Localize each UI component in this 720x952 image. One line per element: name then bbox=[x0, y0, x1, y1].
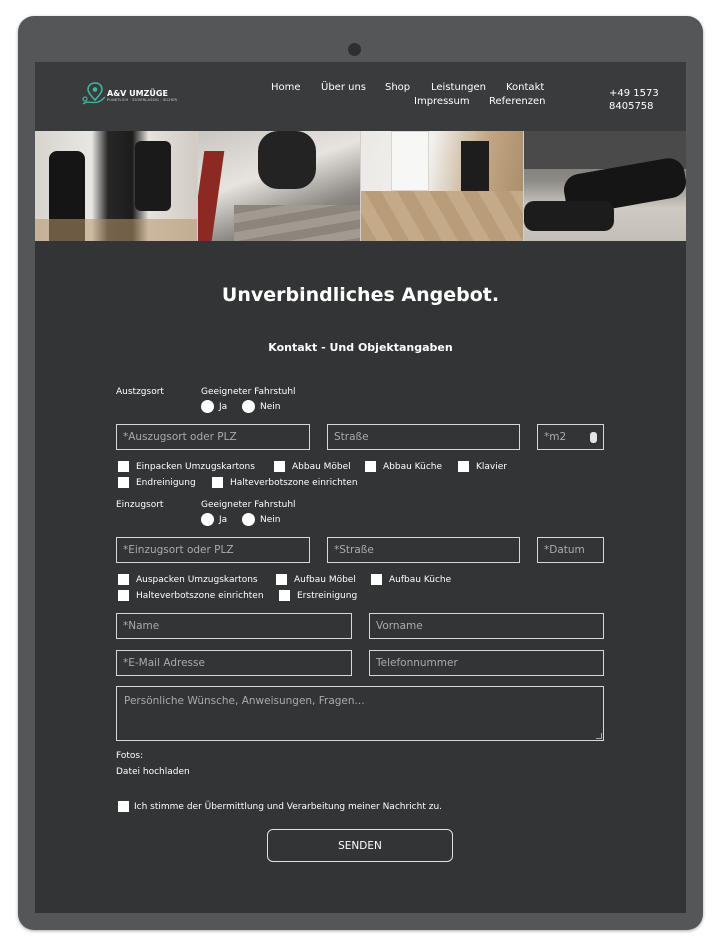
checkbox[interactable] bbox=[118, 801, 129, 812]
auszug-street-input[interactable]: Straße bbox=[327, 424, 520, 450]
phone-line-2: 8405758 bbox=[609, 101, 654, 112]
area-placeholder: *m2 bbox=[544, 431, 567, 443]
nav-leistungen[interactable]: Leistungen bbox=[431, 82, 486, 93]
checkbox[interactable] bbox=[118, 574, 129, 585]
einzug-option-aufbau-moebel[interactable] bbox=[276, 574, 356, 585]
logo-tagline: PUNKTLICH · ZUVERLASSIG · SICHER bbox=[107, 98, 178, 102]
checkbox-label: Klavier bbox=[476, 461, 507, 472]
photos-label: Fotos: bbox=[116, 751, 144, 761]
firstname-input[interactable]: Vorname bbox=[369, 613, 604, 639]
checkbox[interactable] bbox=[212, 477, 223, 488]
checkbox[interactable] bbox=[276, 574, 287, 585]
einzug-label: Einzugsort bbox=[116, 500, 164, 510]
location-pin-icon bbox=[82, 82, 106, 108]
auszug-option-klavier[interactable] bbox=[458, 461, 507, 472]
submit-button[interactable]: SENDEN bbox=[267, 829, 453, 862]
checkbox-label: Auspacken Umzugskartons bbox=[136, 574, 258, 585]
checkbox-label: Abbau Küche bbox=[383, 461, 443, 472]
auszug-option-endreinigung[interactable] bbox=[118, 477, 196, 488]
auszug-place-input[interactable]: *Auszugsort oder PLZ bbox=[116, 424, 310, 450]
nav-home[interactable]: Home bbox=[271, 82, 301, 93]
auszug-area-input[interactable] bbox=[537, 424, 604, 450]
checkbox-label: Halteverbotszone einrichten bbox=[136, 590, 264, 601]
einzug-place-input[interactable]: *Einzugsort oder PLZ bbox=[116, 537, 310, 563]
checkbox[interactable] bbox=[371, 574, 382, 585]
einzug-option-aufbau-kueche[interactable] bbox=[371, 574, 451, 585]
nav-referenzen[interactable]: Referenzen bbox=[489, 96, 546, 107]
resize-handle-icon[interactable] bbox=[596, 733, 602, 739]
name-input[interactable]: *Name bbox=[116, 613, 352, 639]
auszug-option-abbau-moebel[interactable] bbox=[274, 461, 351, 472]
checkbox[interactable] bbox=[365, 461, 376, 472]
photo-strip bbox=[35, 131, 686, 241]
upload-file-button[interactable]: Datei hochladen bbox=[116, 767, 190, 777]
auszug-option-abbau-kueche[interactable] bbox=[365, 461, 442, 472]
checkbox-label: Erstreinigung bbox=[297, 590, 358, 601]
auszug-option-halteverbotszone[interactable] bbox=[212, 477, 358, 488]
photo-worker-under-furniture bbox=[524, 131, 686, 241]
checkbox-label: Aufbau Möbel bbox=[294, 574, 356, 585]
einzug-elevator-no[interactable] bbox=[242, 513, 280, 526]
radio-button[interactable] bbox=[242, 513, 255, 526]
message-textarea[interactable] bbox=[116, 686, 604, 741]
checkbox[interactable] bbox=[118, 590, 129, 601]
checkbox[interactable] bbox=[458, 461, 469, 472]
site-header bbox=[35, 62, 686, 131]
auszug-option-einpacken[interactable] bbox=[118, 461, 255, 472]
radio-label: Ja bbox=[219, 401, 228, 412]
auszug-label: Austzgsort bbox=[116, 387, 164, 397]
form-title: Unverbindliches Angebot. bbox=[221, 284, 500, 306]
einzug-option-halteverbotszone[interactable] bbox=[118, 590, 264, 601]
photo-movers-carrying bbox=[35, 131, 198, 241]
radio-label: Nein bbox=[260, 514, 281, 525]
auszug-elevator-no[interactable] bbox=[242, 400, 280, 413]
website-screen bbox=[35, 62, 686, 913]
auszug-elevator-yes[interactable] bbox=[201, 400, 227, 413]
checkbox[interactable] bbox=[118, 461, 129, 472]
checkbox-label: Einpacken Umzugskartons bbox=[136, 461, 255, 472]
number-spinner-icon[interactable] bbox=[590, 432, 597, 443]
email-input[interactable]: *E-Mail Adresse bbox=[116, 650, 352, 676]
checkbox[interactable] bbox=[118, 477, 129, 488]
auszug-elevator-label: Geeigneter Fahrstuhl bbox=[201, 387, 296, 397]
einzug-date-input[interactable]: *Datum bbox=[537, 537, 604, 563]
einzug-option-erstreinigung[interactable] bbox=[279, 590, 357, 601]
message-placeholder: Persönliche Wünsche, Anweisungen, Fragen... bbox=[124, 695, 365, 707]
checkbox-label: Abbau Möbel bbox=[292, 461, 351, 472]
einzug-option-auspacken[interactable] bbox=[118, 574, 258, 585]
radio-label: Ja bbox=[219, 514, 228, 525]
form-subtitle: Kontakt - Und Objektangaben bbox=[268, 341, 453, 354]
einzug-street-input[interactable]: *Straße bbox=[327, 537, 520, 563]
radio-label: Nein bbox=[260, 401, 281, 412]
checkbox-label: Aufbau Küche bbox=[389, 574, 452, 585]
consent-label: Ich stimme der Übermittlung und Verarbeitung meiner Nachricht zu. bbox=[134, 801, 443, 812]
photo-stairs bbox=[198, 131, 361, 241]
phone-number[interactable] bbox=[609, 87, 659, 113]
phone-line-1: +49 1573 bbox=[609, 88, 659, 99]
tablet-camera bbox=[348, 43, 361, 56]
checkbox-label: Halteverbotszone einrichten bbox=[230, 477, 358, 488]
checkbox[interactable] bbox=[279, 590, 290, 601]
radio-button[interactable] bbox=[201, 513, 214, 526]
nav-shop[interactable]: Shop bbox=[385, 82, 411, 93]
consent-checkbox[interactable] bbox=[118, 801, 442, 812]
checkbox[interactable] bbox=[274, 461, 285, 472]
phone-input[interactable]: Telefonnummer bbox=[369, 650, 604, 676]
nav-kontakt[interactable]: Kontakt bbox=[506, 82, 545, 93]
radio-button[interactable] bbox=[242, 400, 255, 413]
checkbox-label: Endreinigung bbox=[136, 477, 196, 488]
nav-impressum[interactable]: Impressum bbox=[414, 96, 470, 107]
einzug-elevator-yes[interactable] bbox=[201, 513, 227, 526]
photo-hallway bbox=[361, 131, 524, 241]
radio-button[interactable] bbox=[201, 400, 214, 413]
nav-ueber-uns[interactable]: Über uns bbox=[321, 82, 366, 93]
einzug-elevator-label: Geeigneter Fahrstuhl bbox=[201, 500, 296, 510]
logo-text: A&V UMZÜGE bbox=[107, 89, 168, 98]
